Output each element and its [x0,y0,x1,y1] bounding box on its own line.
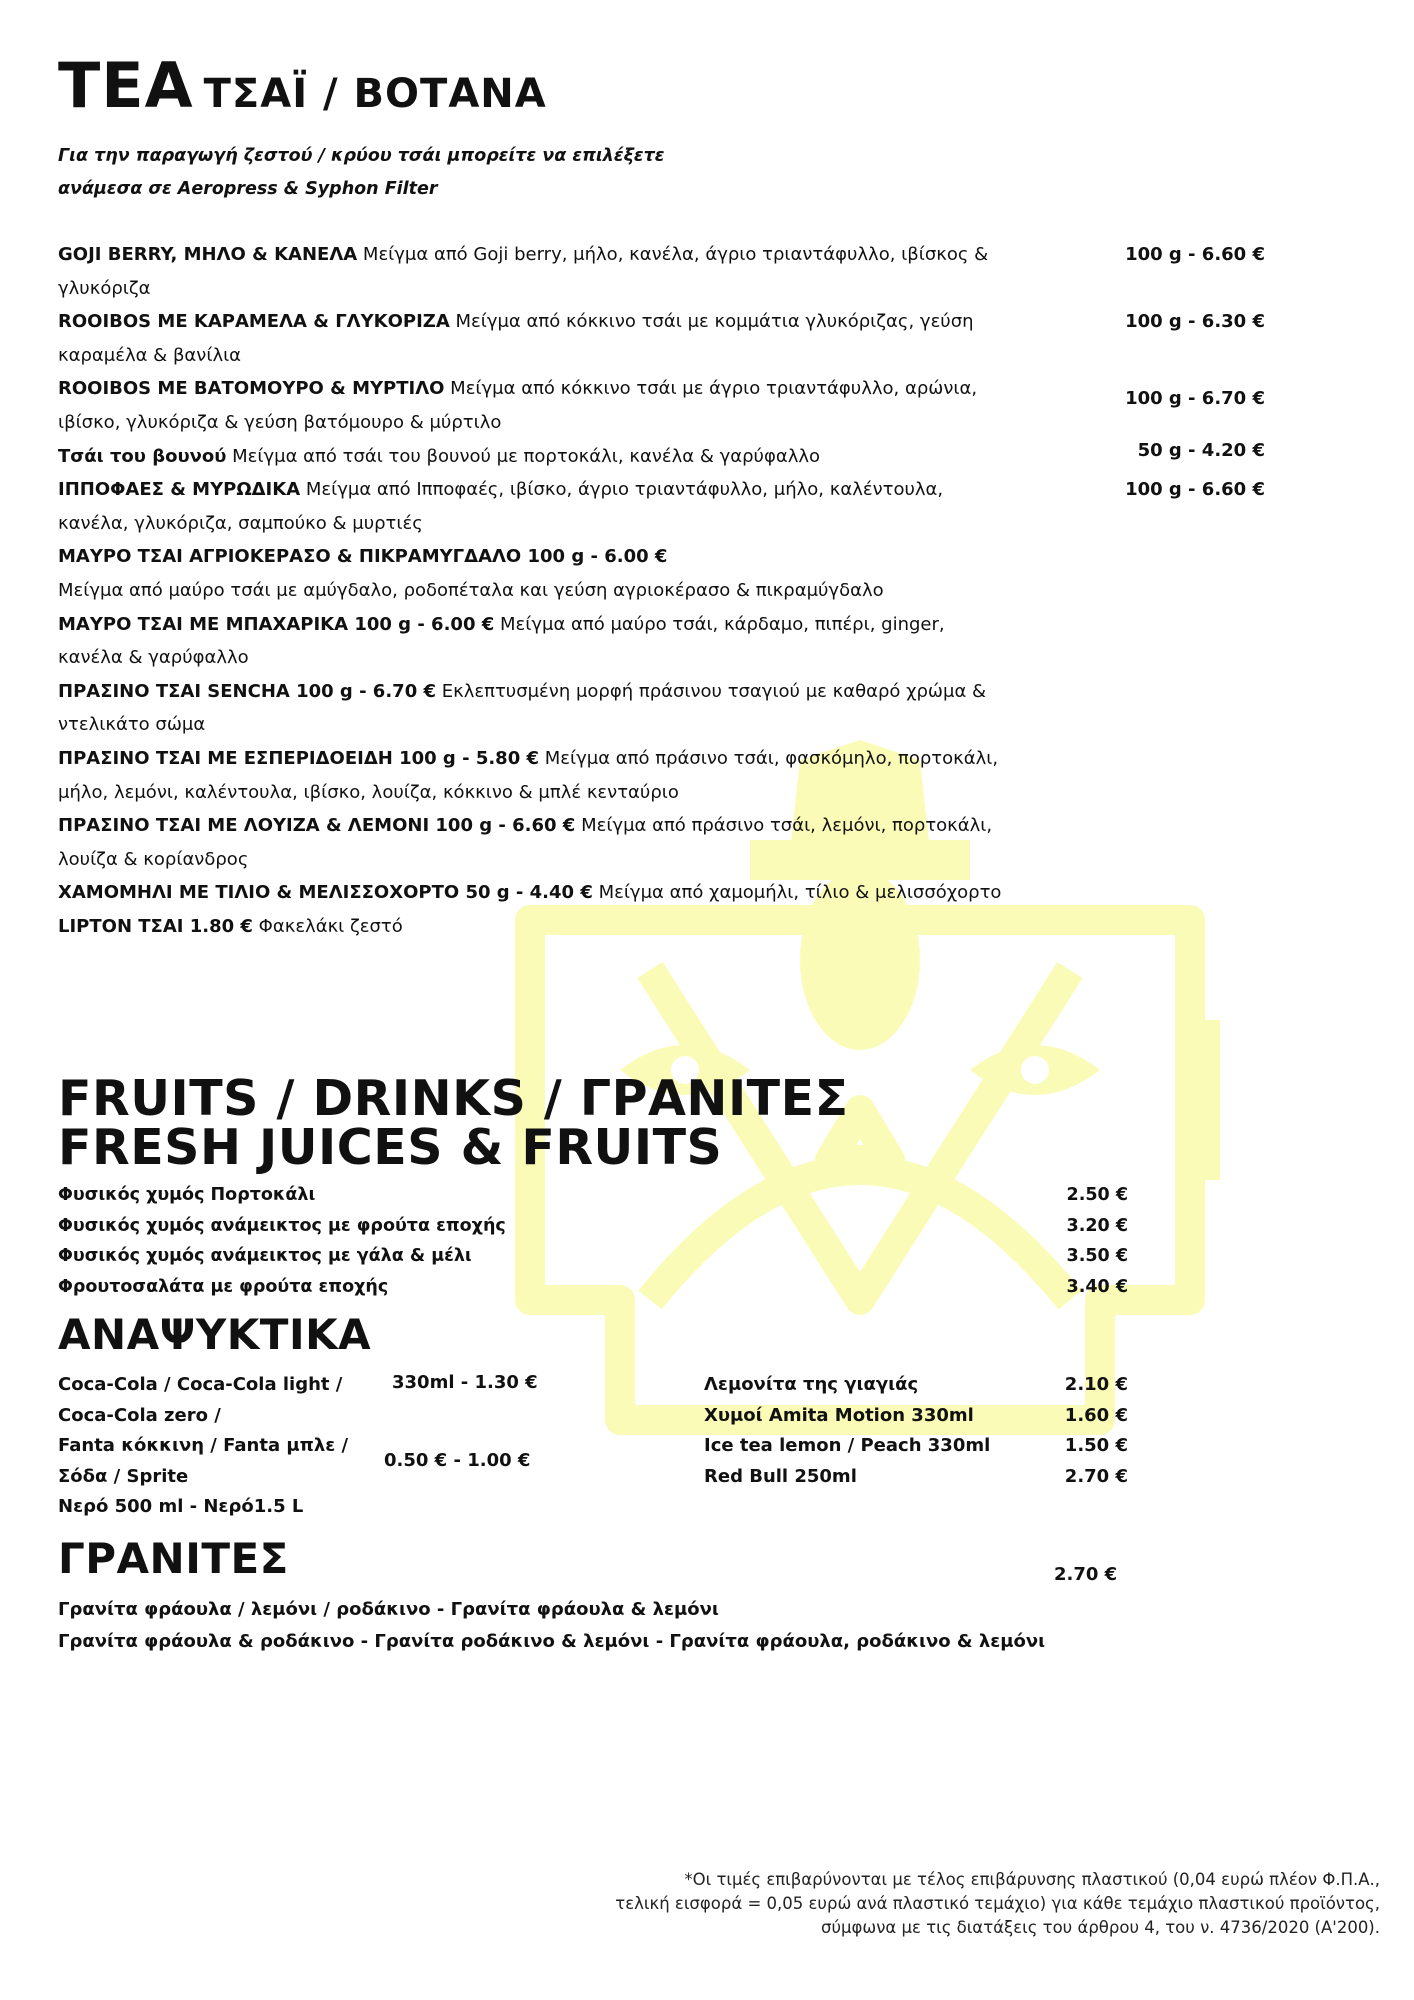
drink-name: Λεμονίτα της γιαγιάς [704,1374,919,1395]
price-330ml: 330ml - 1.30 € [392,1372,538,1393]
juice-list [58,1180,1128,1302]
tea-item-desc: Φακελάκι ζεστό [252,915,403,937]
soft-drinks-left [58,1370,348,1523]
juice-price: 3.20 € [1066,1215,1128,1236]
tea-intro-line2: ανάμεσα σε Aeropress & Syphon Filter [58,179,438,199]
plastic-fee-footnote [480,1868,1380,1940]
list-item [58,1180,1128,1211]
tea-item [58,439,1265,474]
tea-item [58,473,1265,540]
list-item [704,1401,1128,1432]
juice-price: 3.40 € [1066,1276,1128,1297]
tea-item-name: ΧΑΜΟΜΗΛΙ ΜΕ ΤΙΛΙΟ & ΜΕΛΙΣΣΟΧΟΡΤΟ 50 g - 4.40 € [58,882,593,904]
drink-name: Ice tea lemon / Peach 330ml [704,1435,991,1456]
soft-drink-line: Coca-Cola zero / [58,1404,221,1426]
footnote-line: τελική εισφορά = 0,05 ευρώ ανά πλαστικό τεμάχιο) για κάθε τεμάχιο πλαστικού προϊόντος, [615,1894,1380,1913]
soft-drink-line: Σόδα / Sprite [58,1465,189,1487]
tea-item-name: GOJI BERRY, ΜΗΛΟ & ΚΑΝΕΛΑ [58,244,358,265]
list-item [58,1241,1128,1272]
tea-item-desc: Εκλεπτυσμένη μορφή πράσινου τσαγιού με καθαρό χρώμα & ντελικάτο σώμα [58,680,987,736]
tea-item [58,540,1003,607]
tea-title-sub: ΤΣΑΪ / ΒΟΤΑΝΑ [203,71,547,117]
granita-price: 2.70 € [1054,1564,1118,1585]
tea-item [58,305,1265,372]
soft-drinks-right [704,1370,1128,1492]
tea-item [58,910,1003,944]
tea-list [58,238,1265,943]
tea-item-desc: Μείγμα από Ιπποφαές, ιβίσκο, άγριο τριαντάφυλλο, μήλο, καλέντουλα, κανέλα, γλυκόριζα, σαμπούκο & μυρτιές [58,479,944,534]
tea-item-desc: Μείγμα από μαύρο τσάι, κάρδαμο, πιπέρι, ginger, κανέλα & γαρύφαλλο [58,613,945,669]
fruits-title-line1: FRUITS / DRINKS / ΓΡΑΝΙΤΕΣ [58,1070,849,1127]
drink-price: 1.60 € [1064,1404,1128,1426]
tea-item [58,742,1003,809]
tea-item-price: 100 g - 6.60 € [1125,479,1265,501]
granita-list [58,1594,1045,1658]
juice-name: Φυσικός χυμός ανάμεικτος με φρούτα εποχής [58,1215,506,1236]
soft-drinks-title: ΑΝΑΨΥΚΤΙΚΑ [58,1310,372,1359]
soft-drink-line: Fanta κόκκινη / Fanta μπλε / [58,1435,349,1456]
granita-line: Γρανίτα φράουλα / λεμόνι / ροδάκινο - Γρανίτα φράουλα & λεμόνι [58,1599,719,1620]
list-item [704,1431,1128,1462]
list-item [704,1370,1128,1401]
tea-title-main: TEA [58,49,194,122]
tea-item-name: ROOIBOS ΜΕ ΒΑΤΟΜΟΥΡΟ & ΜΥΡΤΙΛΟ [58,378,445,400]
juice-name: Φρουτοσαλάτα με φρούτα εποχής [58,1276,389,1297]
tea-item-name: LIPTON ΤΣΑΙ 1.80 € [58,915,253,937]
juice-name: Φυσικός χυμός ανάμεικτος με γάλα & μέλι [58,1246,472,1266]
drink-name: Χυμοί Amita Motion 330ml [704,1404,974,1426]
tea-item [58,876,1003,910]
tea-item-name: ΠΡΑΣΙΝΟ ΤΣΑΙ SENCHA 100 g - 6.70 € [58,680,437,702]
soft-drink-line: Coca-Cola / Coca-Cola light / [58,1374,343,1395]
tea-item [58,238,1265,305]
tea-item [58,809,1003,876]
tea-item-price: 100 g - 6.60 € [1125,244,1265,265]
tea-item-name: ROOIBOS ΜΕ ΚΑΡΑΜΕΛΑ & ΓΛΥΚΟΡΙΖΑ [58,311,450,333]
tea-item-desc: Μείγμα από κόκκινο τσάι με κομμάτια γλυκόριζας, γεύση καραμέλα & βανίλια [58,311,974,366]
tea-item-price: 50 g - 4.20 € [1137,439,1265,461]
soft-drink-line: Νερό 500 ml - Νερό1.5 L [58,1496,304,1517]
fruits-title [58,1070,849,1176]
list-item [704,1462,1128,1493]
tea-item-desc: Μείγμα από πράσινο τσάι, φασκόμηλο, πορτοκάλι, μήλο, λεμόνι, καλέντουλα, ιβίσκο, λουίζα, κόκκινο & μπλέ κενταύριο [58,747,999,803]
tea-item [58,675,1003,742]
juice-price: 2.50 € [1066,1185,1128,1205]
tea-item-desc: Μείγμα από χαμομήλι, τίλιο & μελισσόχορτο [592,882,1002,904]
tea-item-desc: Μείγμα από τσάι του βουνού με πορτοκάλι, κανέλα & γαρύφαλλο [226,445,821,467]
tea-item-name: ΠΡΑΣΙΝΟ ΤΣΑΙ ΜΕ ΕΣΠΕΡΙΔΟΕΙΔΗ 100 g - 5.80 € [58,747,540,769]
drink-price: 2.70 € [1064,1465,1128,1487]
tea-item-desc: Μείγμα από Goji berry, μήλο, κανέλα, άγριο τριαντάφυλλο, ιβίσκος & γλυκόριζα [58,244,989,299]
list-item [58,1272,1128,1303]
tea-item-name: ΠΡΑΣΙΝΟ ΤΣΑΙ ΜΕ ΛΟΥΙΖΑ & ΛΕΜΟΝΙ 100 g - 6.60 € [58,815,576,837]
tea-title [58,49,547,122]
price-water: 0.50 € - 1.00 € [384,1450,531,1471]
tea-item-desc: Μείγμα από κόκκινο τσάι με άγριο τριαντάφυλλο, αρώνια, ιβίσκο, γλυκόριζα & γεύση βατόμουρο & μύρτιλο [58,378,978,433]
drink-price: 2.10 € [1064,1374,1128,1395]
tea-item-price: 100 g - 6.70 € [1125,388,1265,410]
tea-item-desc: Μείγμα από πράσινο τσάι, λεμόνι, πορτοκάλι, λουίζα & κορίανδρος [58,815,993,870]
tea-item-name: ΙΠΠΟΦΑΕΣ & ΜΥΡΩΔΙΚΑ [58,479,301,501]
tea-item-price: 100 g - 6.30 € [1125,311,1265,333]
tea-intro-line1: Για την παραγωγή ζεστού / κρύου τσάι μπορείτε να επιλέξετε [58,146,665,166]
drink-name: Red Bull 250ml [704,1465,857,1487]
juice-name: Φυσικός χυμός Πορτοκάλι [58,1185,316,1205]
tea-item-name: ΜΑΥΡΟ ΤΣΑΙ ΜΕ ΜΠΑΧΑΡΙΚΑ 100 g - 6.00 € [58,613,495,635]
list-item [58,1211,1128,1242]
tea-intro [58,140,665,206]
juice-price: 3.50 € [1066,1246,1128,1266]
footnote-line: *Οι τιμές επιβαρύνονται με τέλος επιβάρυνσης πλαστικού (0,04 ευρώ πλέον Φ.Π.Α., [684,1870,1380,1889]
tea-item-name: Τσάι του βουνού [58,445,227,467]
granita-title: ΓΡΑΝΙΤΕΣ [58,1534,289,1583]
tea-item-name: ΜΑΥΡΟ ΤΣΑΙ ΑΓΡΙΟΚΕΡΑΣΟ & ΠΙΚΡΑΜΥΓΔΑΛΟ 100 g - 6.00 € [58,546,668,568]
granita-line: Γρανίτα φράουλα & ροδάκινο - Γρανίτα ροδάκινο & λεμόνι - Γρανίτα φράουλα, ροδάκινο & λεμόνι [58,1631,1046,1652]
tea-item-desc: Μείγμα από μαύρο τσάι με αμύγδαλο, ροδοπέταλα και γεύση αγριοκέρασο & πικραμύγδαλο [58,579,884,601]
tea-item [58,372,1265,439]
drink-price: 1.50 € [1064,1435,1128,1456]
tea-item [58,608,1003,675]
footnote-line: σύμφωνα με τις διατάξεις του άρθρου 4, του ν. 4736/2020 (Α'200). [820,1918,1380,1937]
fruits-title-line2: FRESH JUICES & FRUITS [58,1119,723,1176]
